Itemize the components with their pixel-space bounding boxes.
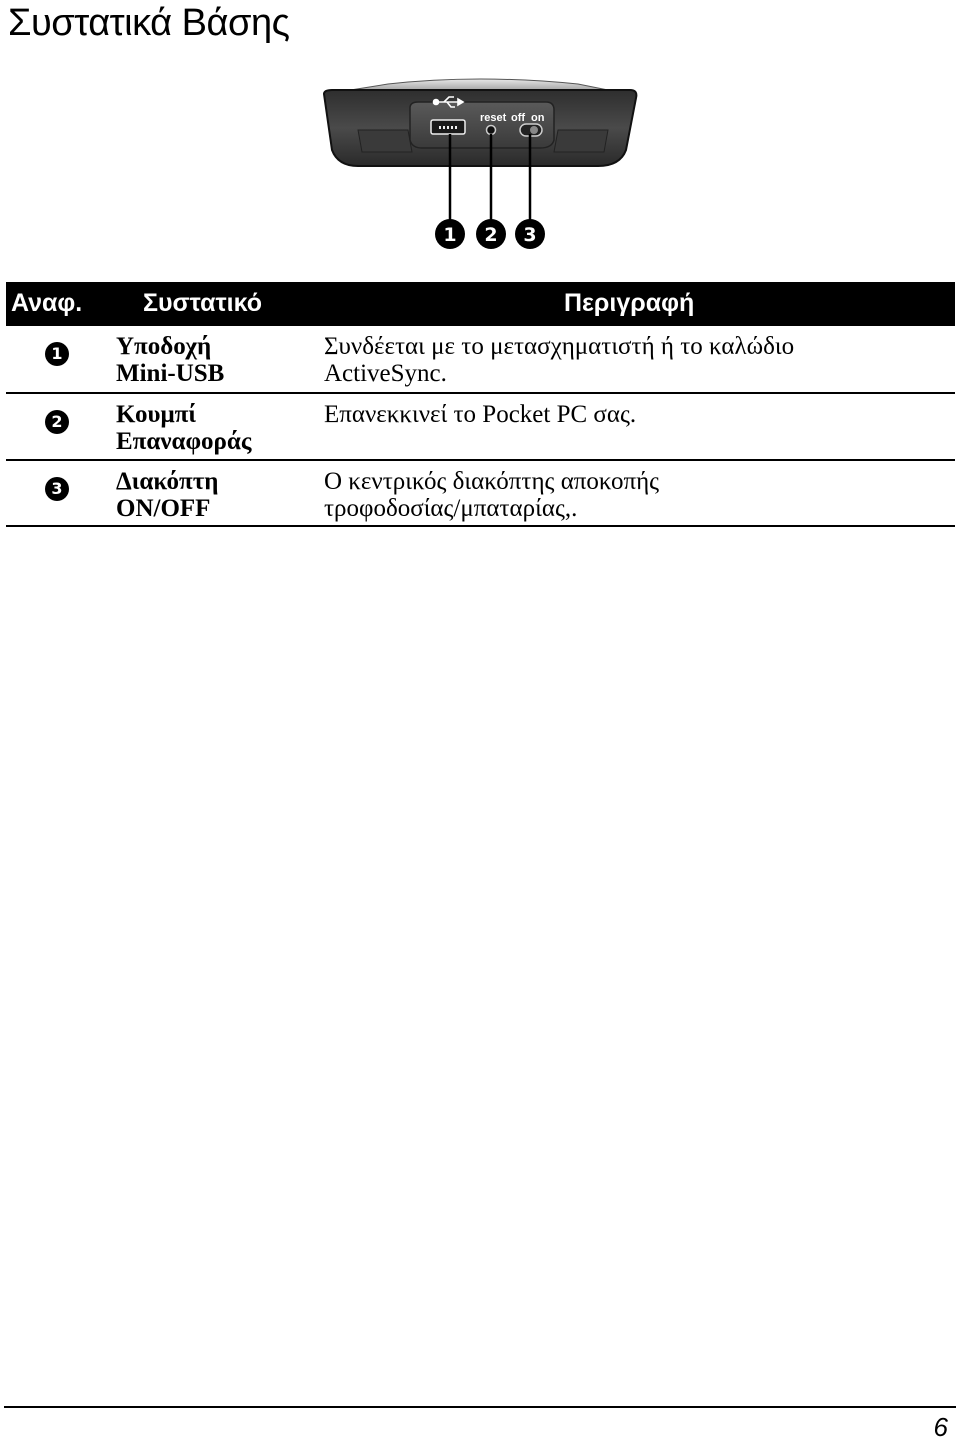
page-number: 6 xyxy=(933,1412,948,1442)
component-line: Κουμπί xyxy=(116,401,197,428)
page-title: Συστατικά Βάσης xyxy=(8,2,290,44)
description-line: Συνδέεται με το μετασχηματιστή ή το καλώδιο xyxy=(324,333,795,360)
component-line: ON/OFF xyxy=(116,495,211,522)
footer-rule xyxy=(4,1406,956,1408)
description-line: τροφοδοσίας/μπαταρίας,. xyxy=(324,495,578,522)
svg-text:1: 1 xyxy=(443,224,457,246)
header-ref: Αναφ. xyxy=(11,289,83,317)
table-header xyxy=(6,282,955,326)
table-row xyxy=(6,326,955,394)
on-label: on xyxy=(531,112,545,124)
description-line: ActiveSync. xyxy=(324,360,447,387)
callout-badge-2 xyxy=(476,219,506,249)
components-table xyxy=(6,282,955,527)
header-component: Συστατικό xyxy=(143,289,262,317)
component-description xyxy=(324,333,944,387)
reset-hole xyxy=(487,126,496,135)
component-name xyxy=(116,468,218,522)
component-line: Υποδοχή xyxy=(116,333,212,360)
ref-badge-2: 2 xyxy=(45,410,69,434)
off-label: off xyxy=(511,112,526,124)
table-row xyxy=(6,461,955,527)
left-grip xyxy=(358,130,412,152)
component-line: Mini-USB xyxy=(116,360,225,387)
right-grip xyxy=(554,130,608,152)
component-line: Επαναφοράς xyxy=(116,428,252,455)
component-name xyxy=(116,401,251,455)
component-line: Διακόπτη xyxy=(116,468,219,495)
callout-badge-1 xyxy=(435,219,465,249)
svg-text:3: 3 xyxy=(523,224,537,246)
description-line: Ο κεντρικός διακόπτης αποκοπής xyxy=(324,468,660,495)
ref-badge-3: 3 xyxy=(45,477,69,501)
component-description xyxy=(324,401,944,428)
component-description xyxy=(324,468,944,522)
table-row xyxy=(6,394,955,461)
header-description: Περιγραφή xyxy=(564,289,695,317)
component-name xyxy=(116,333,224,387)
ref-badge-1: 1 xyxy=(45,342,69,366)
power-switch-knob xyxy=(530,126,538,134)
callout-badge-3 xyxy=(515,219,545,249)
description-line: Επανεκκινεί το Pocket PC σας. xyxy=(324,401,637,428)
device-bottom-figure xyxy=(318,70,648,260)
svg-text:2: 2 xyxy=(484,224,498,246)
device-bottom-illustration xyxy=(318,70,648,260)
reset-label: reset xyxy=(480,112,507,124)
